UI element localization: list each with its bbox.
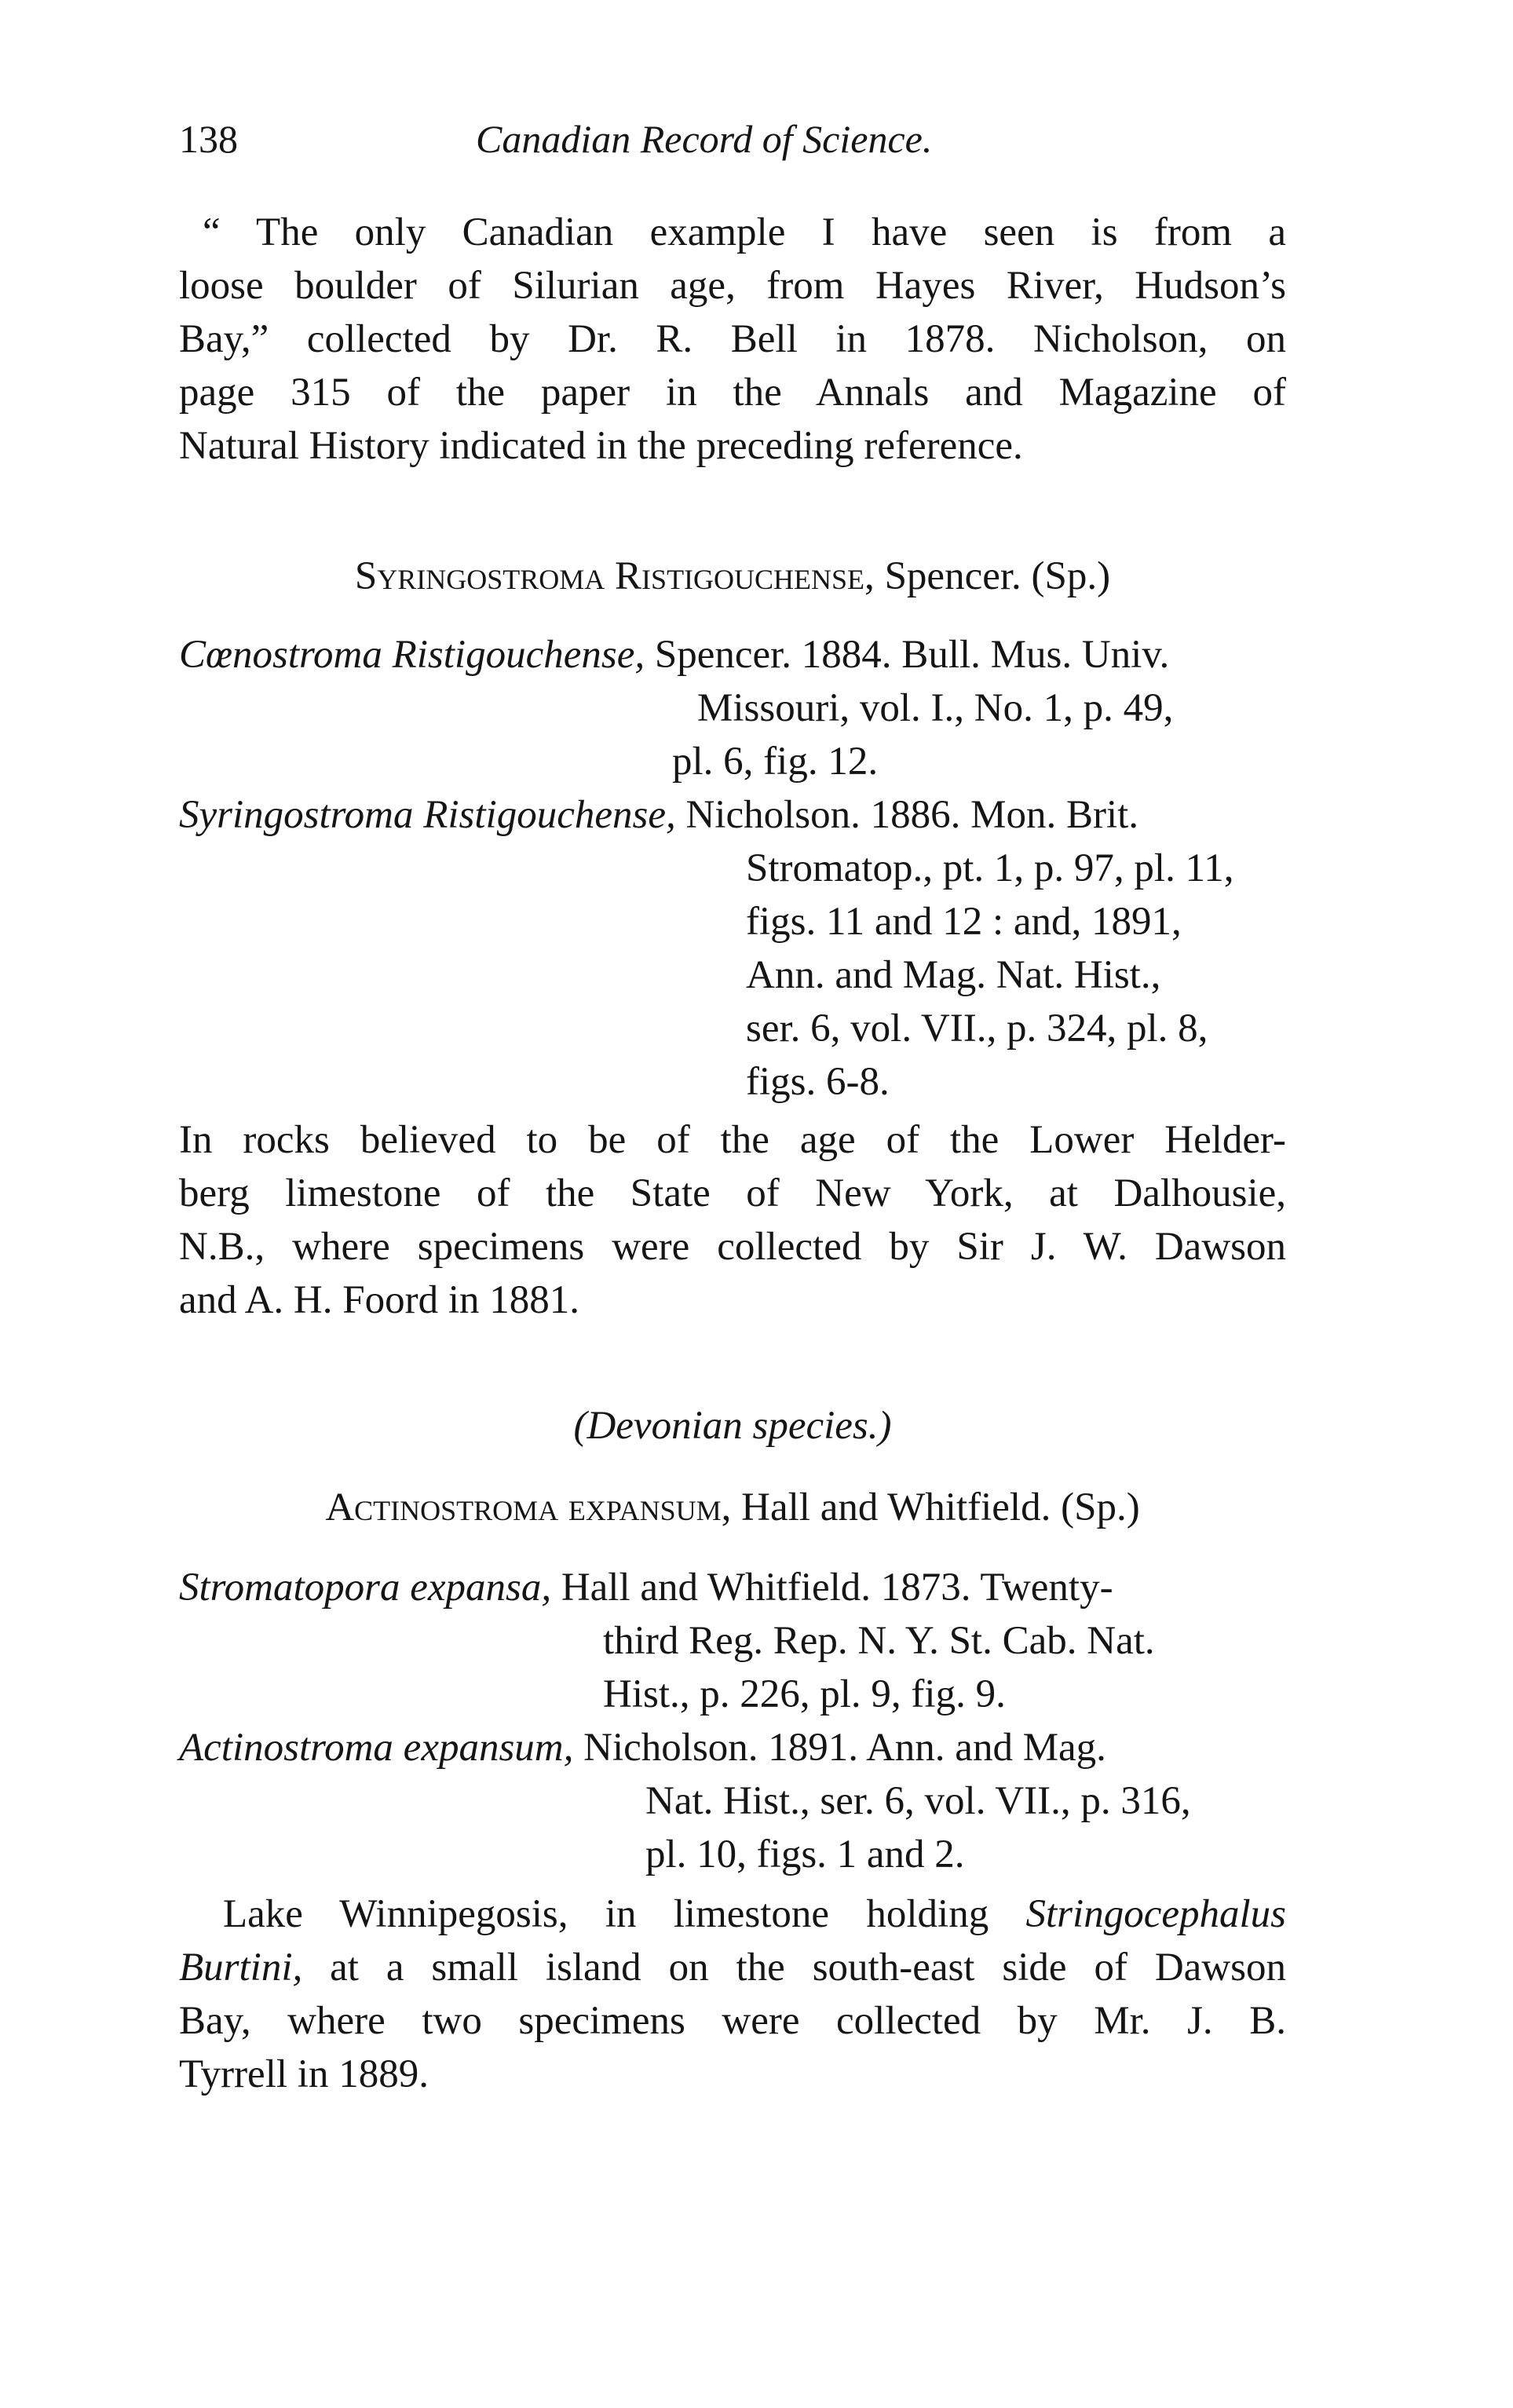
species-name: Syringostroma Ristigouchense,: [354, 554, 875, 598]
species-heading-syringostroma: [179, 550, 1286, 603]
species-author: Spencer. (Sp.): [874, 554, 1111, 598]
section-heading: (Devonian species.): [573, 1404, 892, 1448]
synonym-citation: Hall and Whitfield. 1873. Twenty-: [551, 1566, 1113, 1610]
synonym-continuation: figs. 11 and 12 : and, 1891,: [746, 900, 1182, 944]
synonym-continuation: Nat. Hist., ser. 6, vol. VII., p. 316,: [645, 1779, 1191, 1823]
synonym-first-line: [179, 628, 1286, 681]
locality-paragraph: [179, 1887, 1286, 2101]
synonym-name: Syringostroma Ristigouchense,: [179, 793, 676, 837]
text-line: In rocks believed to be of the age of the Lower Helder-: [179, 1118, 1286, 1162]
synonym-continuation: third Reg. Rep. N. Y. St. Cab. Nat.: [603, 1619, 1155, 1663]
synonym-first-line: [179, 788, 1286, 842]
text-line: [179, 1887, 1286, 1941]
synonym-first-line: [179, 1561, 1286, 1614]
synonym-continuation: ser. 6, vol. VII., p. 324, pl. 8,: [746, 1007, 1208, 1051]
synonym-entry: [179, 1561, 1286, 1721]
page-header: [179, 116, 1341, 179]
species-epithet: Burtini,: [179, 1946, 303, 1990]
synonym-entry: [179, 788, 1286, 1109]
intro-paragraph: [179, 206, 1286, 473]
synonym-citation: Spencer. 1884. Bull. Mus. Univ.: [645, 633, 1170, 677]
text-line: and A. H. Foord in 1881.: [179, 1278, 579, 1322]
species-author: Hall and Whitfield. (Sp.): [731, 1485, 1140, 1529]
synonym-citation: Nicholson. 1891. Ann. and Mag.: [573, 1726, 1106, 1770]
species-heading-actinostroma: [179, 1481, 1286, 1534]
synonym-continuation: Hist., p. 226, pl. 9, fig. 9.: [603, 1672, 1006, 1716]
synonym-continuation: pl. 6, fig. 12.: [672, 740, 879, 784]
text-line: N.B., where specimens were collected by Sir J. W. Dawson: [179, 1225, 1286, 1269]
text-line: Tyrrell in 1889.: [179, 2052, 429, 2096]
text-line: berg limestone of the State of New York, at Dalhousie,: [179, 1171, 1286, 1215]
synonym-name: Actinostroma expansum,: [179, 1726, 574, 1770]
synonym-name: Cœnostroma Ristigouchense,: [179, 633, 645, 677]
synonym-first-line: [179, 1721, 1286, 1774]
text-line: loose boulder of Silurian age, from Hayes River, Hudson’s: [179, 264, 1286, 308]
text-line: Bay,” collected by Dr. R. Bell in 1878. Nicholson, on: [179, 317, 1286, 361]
text-line: page 315 of the paper in the Annals and Magazine of: [179, 371, 1286, 415]
genus-name: Stringocephalus: [1025, 1892, 1286, 1936]
species-name: Actinostroma expansum,: [325, 1485, 732, 1529]
text-line: [179, 1941, 1286, 1994]
text-line: “ The only Canadian example I have seen is from a: [203, 210, 1286, 254]
synonym-continuation: Stromatop., pt. 1, p. 97, pl. 11,: [746, 846, 1234, 890]
page-number: 138: [179, 117, 238, 161]
synonym-continuation: Ann. and Mag. Nat. Hist.,: [746, 953, 1161, 997]
locality-text: at a small island on the south-east side of Dawson: [302, 1946, 1286, 1990]
synonym-continuation: pl. 10, figs. 1 and 2.: [645, 1832, 965, 1876]
locality-paragraph: [179, 1113, 1286, 1327]
synonym-entry: [179, 1721, 1286, 1881]
synonym-citation: Nicholson. 1886. Mon. Brit.: [675, 793, 1139, 837]
synonym-continuation: Missouri, vol. I., No. 1, p. 49,: [697, 686, 1174, 730]
synonym-entry: [179, 628, 1286, 788]
text-line: Bay, where two specimens were collected by Mr. J. B.: [179, 1999, 1286, 2043]
locality-text: Lake Winnipegosis, in limestone holding: [223, 1892, 1026, 1936]
synonym-continuation: figs. 6-8.: [746, 1060, 890, 1104]
synonym-name: Stromatopora expansa,: [179, 1566, 552, 1610]
text-line: Natural History indicated in the preceding reference.: [179, 424, 1023, 468]
running-title: Canadian Record of Science.: [476, 117, 933, 161]
